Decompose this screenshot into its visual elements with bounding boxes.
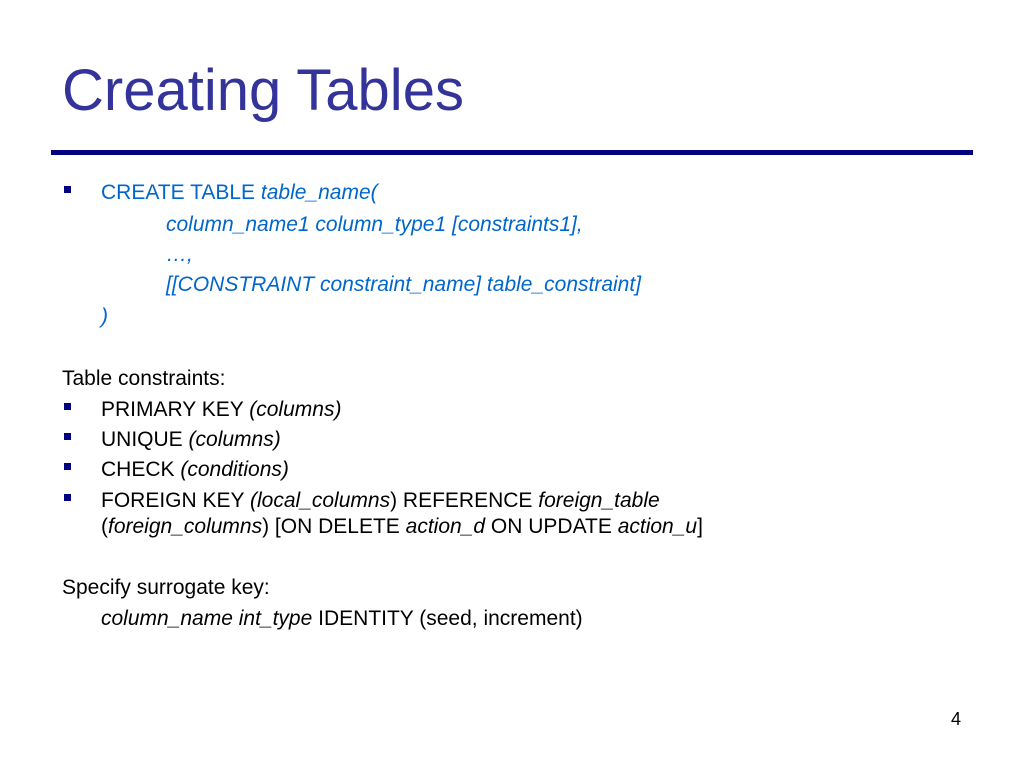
square-bullet-icon [64, 403, 71, 410]
unique-item: UNIQUE (columns) [101, 428, 281, 451]
check-item: CHECK (conditions) [101, 458, 289, 481]
title-underline [51, 150, 973, 155]
square-bullet-icon [64, 463, 71, 470]
square-bullet-icon [64, 186, 71, 193]
square-bullet-icon [64, 433, 71, 440]
column-definition-line: column_name1 column_type1 [constraints1], [166, 213, 583, 236]
constraints-heading: Table constraints: [62, 367, 226, 390]
table-name-placeholder: table_name( [260, 181, 378, 204]
foreign-key-item-line1: FOREIGN KEY (local_columns) REFERENCE foreign_table [101, 489, 660, 512]
create-table-line [101, 182, 378, 203]
surrogate-heading: Specify surrogate key: [62, 576, 270, 599]
surrogate-syntax-line: column_name int_type IDENTITY (seed, increment) [101, 607, 583, 630]
create-table-keyword: CREATE TABLE [101, 181, 256, 204]
ellipsis-line: …, [166, 243, 193, 266]
square-bullet-icon [64, 494, 71, 501]
primary-key-item: PRIMARY KEY (columns) [101, 398, 342, 421]
table-constraint-line: [[CONSTRAINT constraint_name] table_constraint] [166, 273, 642, 296]
slide-number: 4 [951, 709, 962, 729]
slide-title: Creating Tables [62, 58, 464, 123]
closing-paren-line: ) [101, 305, 108, 328]
foreign-key-item-line2: (foreign_columns) [ON DELETE action_d ON UPDATE action_u] [101, 515, 703, 538]
